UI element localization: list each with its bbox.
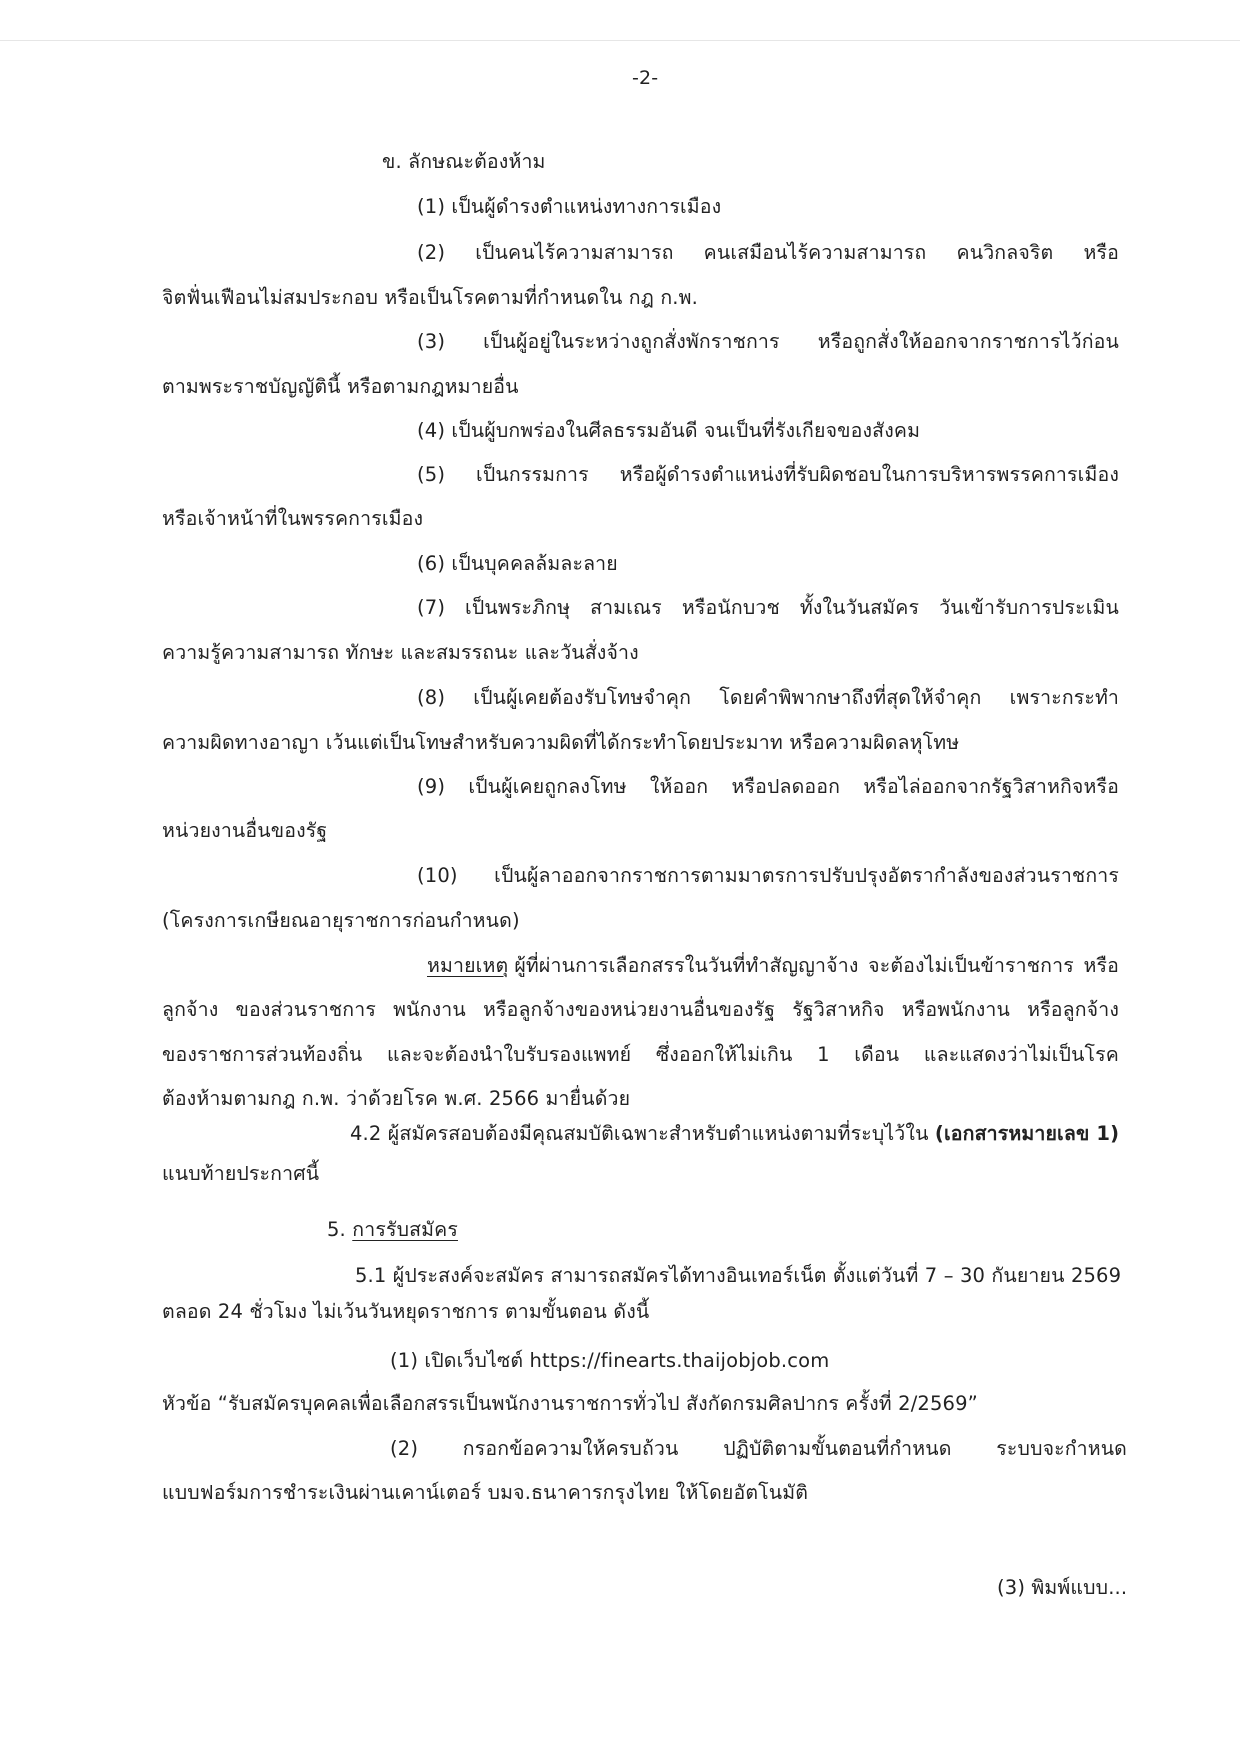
prohibition-item-7-line-1: (7) เป็นพระภิกษุ สามเณร หรือนักบวช ทั้งในวันสมัคร วันเข้ารับการประเมิน bbox=[417, 596, 1119, 619]
note-text-1: ผู้ที่ผ่านการเลือกสรรในวันที่ทำสัญญาจ้าง จะต้องไม่เป็นข้าราชการ หรือ bbox=[514, 954, 1119, 977]
section-5-number: 5. bbox=[327, 1218, 353, 1241]
prohibition-item-4: (4) เป็นผู้บกพร่องในศีลธรรมอันดี จนเป็นที่รังเกียจของสังคม bbox=[417, 419, 921, 442]
item-4-2-text: 4.2 ผู้สมัครสอบต้องมีคุณสมบัติเฉพาะสำหรับตำแหน่งตามที่ระบุไว้ใน bbox=[350, 1122, 935, 1145]
prohibition-item-3-line-2: ตามพระราชบัญญัตินี้ หรือตามกฎหมายอื่น bbox=[162, 375, 519, 398]
note-line-1 bbox=[427, 951, 1119, 981]
step-2-line-2: แบบฟอร์มการชำระเงินผ่านเคาน์เตอร์ บมจ.ธนาคารกรุงไทย ให้โดยอัตโนมัติ bbox=[162, 1481, 809, 1504]
section-5-title: การรับสมัคร bbox=[352, 1218, 458, 1241]
note-line-3: ของราชการส่วนท้องถิ่น และจะต้องนำใบรับรองแพทย์ ซึ่งออกให้ไม่เกิน 1 เดือน และแสดงว่าไม่เป็นโรค bbox=[162, 1043, 1119, 1066]
page-number: -2- bbox=[632, 67, 659, 89]
prohibition-item-10-line-1: (10) เป็นผู้ลาออกจากราชการตามมาตรการปรับปรุงอัตรากำลังของส่วนราชการ bbox=[417, 864, 1119, 887]
step-1-line-2: หัวข้อ “รับสมัครบุคคลเพื่อเลือกสรรเป็นพนักงานราชการทั่วไป สังกัดกรมศิลปากร ครั้งที่ 2/2569” bbox=[162, 1392, 978, 1415]
prohibition-item-9-line-2: หน่วยงานอื่นของรัฐ bbox=[162, 819, 328, 842]
note-line-4: ต้องห้ามตามกฎ ก.พ. ว่าด้วยโรค พ.ศ. 2566 มายื่นด้วย bbox=[162, 1087, 631, 1110]
note-label: หมายเหตุ bbox=[427, 954, 509, 977]
prohibition-item-3-line-1: (3) เป็นผู้อยู่ในระหว่างถูกสั่งพักราชการ หรือถูกสั่งให้ออกจากราชการไว้ก่อน bbox=[417, 330, 1119, 353]
prohibition-item-2-line-2: จิตฟั่นเฟือนไม่สมประกอบ หรือเป็นโรคตามที่กำหนดใน กฎ ก.พ. bbox=[162, 286, 699, 309]
step-1-line-1: (1) เปิดเว็บไซต์ https://finearts.thaijobjob.com bbox=[390, 1349, 830, 1372]
section-heading-prohibitions: ข. ลักษณะต้องห้าม bbox=[382, 150, 546, 173]
prohibition-item-7-line-2: ความรู้ความสามารถ ทักษะ และสมรรถนะ และวันสั่งจ้าง bbox=[162, 641, 639, 664]
step-2-line-1: (2) กรอกข้อความให้ครบถ้วน ปฏิบัติตามขั้นตอนที่กำหนด ระบบจะกำหนด bbox=[390, 1437, 1127, 1460]
prohibition-item-1: (1) เป็นผู้ดำรงตำแหน่งทางการเมือง bbox=[417, 195, 722, 218]
prohibition-item-10-line-2: (โครงการเกษียณอายุราชการก่อนกำหนด) bbox=[162, 909, 520, 932]
section-5-heading bbox=[327, 1215, 458, 1245]
prohibition-item-8-line-1: (8) เป็นผู้เคยต้องรับโทษจำคุก โดยคำพิพากษาถึงที่สุดให้จำคุก เพราะกระทำ bbox=[417, 686, 1119, 709]
prohibition-item-5-line-1: (5) เป็นกรรมการ หรือผู้ดำรงตำแหน่งที่รับผิดชอบในการบริหารพรรคการเมือง bbox=[417, 463, 1119, 486]
prohibition-item-5-line-2: หรือเจ้าหน้าที่ในพรรคการเมือง bbox=[162, 507, 424, 530]
note-line-2: ลูกจ้าง ของส่วนราชการ พนักงาน หรือลูกจ้างของหน่วยงานอื่นของรัฐ รัฐวิสาหกิจ หรือพนักงาน หรือลูกจ้าง bbox=[162, 998, 1119, 1021]
prohibition-item-8-line-2: ความผิดทางอาญา เว้นแต่เป็นโทษสำหรับความผิดที่ได้กระทำโดยประมาท หรือความผิดลหุโทษ bbox=[162, 731, 960, 754]
prohibition-item-6: (6) เป็นบุคคลล้มละลาย bbox=[417, 552, 618, 575]
item-4-2-line-2: แนบท้ายประกาศนี้ bbox=[162, 1162, 320, 1185]
item-4-2-document-ref: (เอกสารหมายเลข 1) bbox=[934, 1122, 1120, 1145]
prohibition-item-2-line-1: (2) เป็นคนไร้ความสามารถ คนเสมือนไร้ความสามารถ คนวิกลจริต หรือ bbox=[417, 241, 1119, 264]
continuation-marker: (3) พิมพ์แบบ... bbox=[997, 1576, 1128, 1599]
prohibition-item-9-line-1: (9) เป็นผู้เคยถูกลงโทษ ให้ออก หรือปลดออก หรือไล่ออกจากรัฐวิสาหกิจหรือ bbox=[417, 775, 1119, 798]
item-5-1-line-1: 5.1 ผู้ประสงค์จะสมัคร สามารถสมัครได้ทางอินเทอร์เน็ต ตั้งแต่วันที่ 7 – 30 กันยายน 2569 bbox=[355, 1264, 1122, 1287]
item-5-1-line-2: ตลอด 24 ชั่วโมง ไม่เว้นวันหยุดราชการ ตามขั้นตอน ดังนี้ bbox=[162, 1300, 650, 1323]
item-4-2-line-1 bbox=[350, 1119, 1119, 1149]
